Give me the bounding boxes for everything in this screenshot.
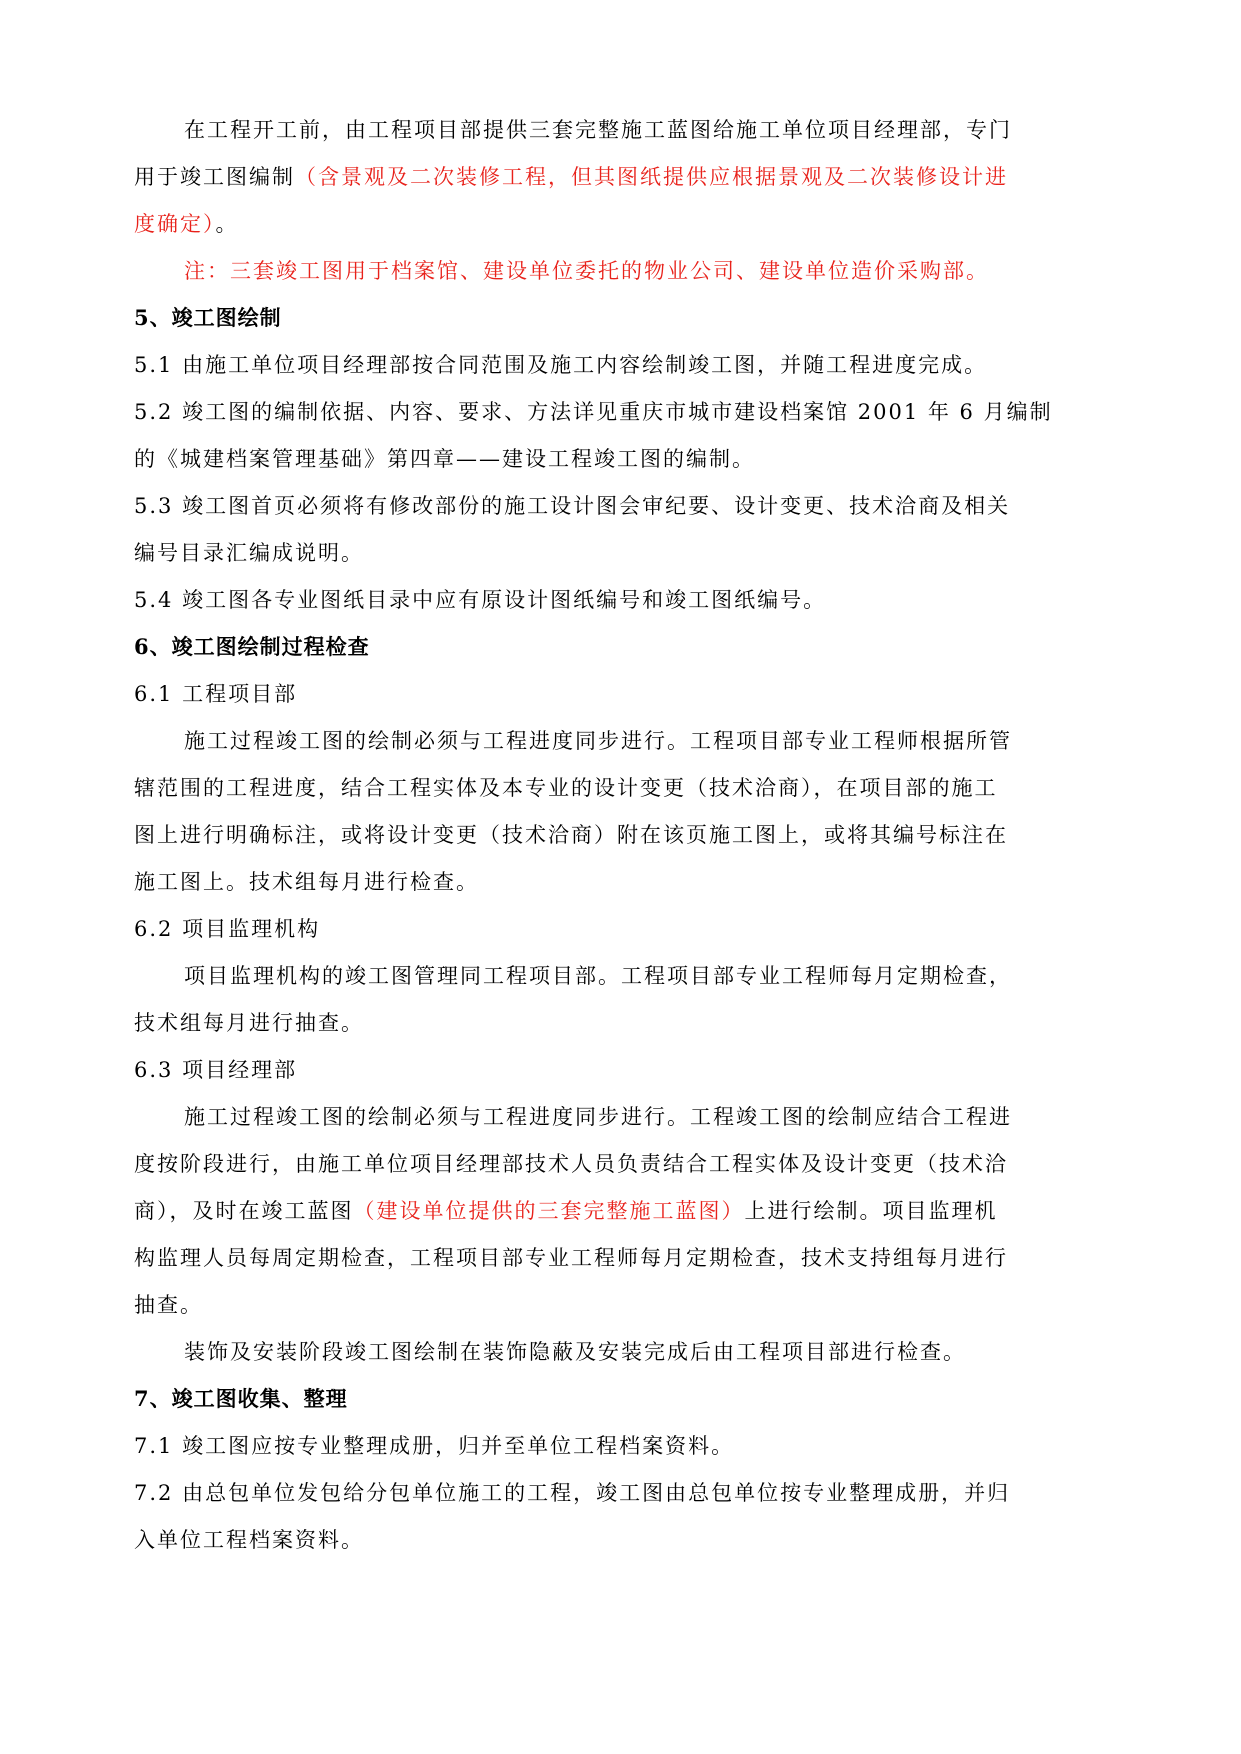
section-6-1-line-4: 施工图上。技术组每月进行检查。 — [134, 870, 479, 894]
section-6-1-line-2: 辖范围的工程进度，结合工程实体及本专业的设计变更（技术洽商），在项目部的施工 — [134, 776, 998, 800]
section-6-2-title: 6.2 项目监理机构 — [134, 917, 321, 941]
section-6-3-line-2: 度按阶段进行，由施工单位项目经理部技术人员负责结合工程实体及设计变更（技术洽 — [134, 1152, 1008, 1176]
section-6-heading: 6、竣工图绘制过程检查 — [134, 634, 370, 659]
section-6-2-line-2: 技术组每月进行抽查。 — [134, 1011, 364, 1035]
intro-line-2-red-text: （含景观及二次装修工程，但其图纸提供应根据景观及二次装修设计进 — [295, 165, 1008, 189]
section-6-2-line-1: 项目监理机构的竣工图管理同工程项目部。工程项目部专业工程师每月定期检查， — [184, 964, 1012, 988]
section-6-1-title: 6.1 工程项目部 — [134, 682, 298, 706]
section-6-1-line-3: 图上进行明确标注，或将设计变更（技术洽商）附在该页施工图上，或将其编号标注在 — [134, 823, 1008, 847]
intro-note: 注：三套竣工图用于档案馆、建设单位委托的物业公司、建设单位造价采购部。 — [184, 259, 989, 283]
section-5-3-line-1: 5.3 竣工图首页必须将有修改部份的施工设计图会审纪要、设计变更、技术洽商及相关 — [134, 494, 1011, 518]
intro-line-2 — [134, 162, 1008, 192]
section-6-decoration-note: 装饰及安装阶段竣工图绘制在装饰隐蔽及安装完成后由工程项目部进行检查。 — [184, 1340, 966, 1364]
section-6-3-title: 6.3 项目经理部 — [134, 1058, 298, 1082]
section-6-3-line-4: 构监理人员每周定期检查，工程项目部专业工程师每月定期检查，技术支持组每月进行 — [134, 1246, 1008, 1270]
section-6-3-line-3-red-text: （建设单位提供的三套完整施工蓝图） — [353, 1199, 745, 1223]
section-6-3-line-5: 抽查。 — [134, 1293, 203, 1317]
section-6-3-line-3-text-a: 商），及时在竣工蓝图 — [134, 1199, 354, 1223]
section-6-1-line-1: 施工过程竣工图的绘制必须与工程进度同步进行。工程项目部专业工程师根据所管 — [184, 729, 1012, 753]
section-7-heading: 7、竣工图收集、整理 — [134, 1386, 348, 1411]
intro-line-1: 在工程开工前，由工程项目部提供三套完整施工蓝图给施工单位项目经理部，专门 — [184, 118, 1012, 142]
intro-line-3-text: 。 — [215, 212, 239, 236]
section-7-1: 7.1 竣工图应按专业整理成册，归并至单位工程档案资料。 — [134, 1434, 735, 1458]
section-6-3-line-3-text-b: 上进行绘制。项目监理机 — [744, 1199, 998, 1223]
section-5-2-line-2: 的《城建档案管理基础》第四章——建设工程竣工图的编制。 — [134, 447, 755, 471]
section-5-heading: 5、竣工图绘制 — [134, 305, 282, 330]
section-6-3-line-3 — [134, 1196, 998, 1226]
section-5-3-line-2: 编号目录汇编成说明。 — [134, 541, 364, 565]
intro-line-3 — [134, 209, 239, 239]
section-5-4: 5.4 竣工图各专业图纸目录中应有原设计图纸编号和竣工图纸编号。 — [134, 588, 827, 612]
section-7-2-line-1: 7.2 由总包单位发包给分包单位施工的工程，竣工图由总包单位按专业整理成册，并归 — [134, 1481, 1011, 1505]
section-7-2-line-2: 入单位工程档案资料。 — [134, 1528, 364, 1552]
section-6-3-line-1: 施工过程竣工图的绘制必须与工程进度同步进行。工程竣工图的绘制应结合工程进 — [184, 1105, 1012, 1129]
section-5-2-line-1: 5.2 竣工图的编制依据、内容、要求、方法详见重庆市城市建设档案馆 2001 年 6 月编制 — [134, 400, 1053, 424]
intro-line-3-red-text: 度确定） — [134, 212, 216, 236]
section-5-1: 5.1 由施工单位项目经理部按合同范围及施工内容绘制竣工图，并随工程进度完成。 — [134, 353, 988, 377]
intro-line-2-text: 用于竣工图编制 — [134, 165, 295, 189]
